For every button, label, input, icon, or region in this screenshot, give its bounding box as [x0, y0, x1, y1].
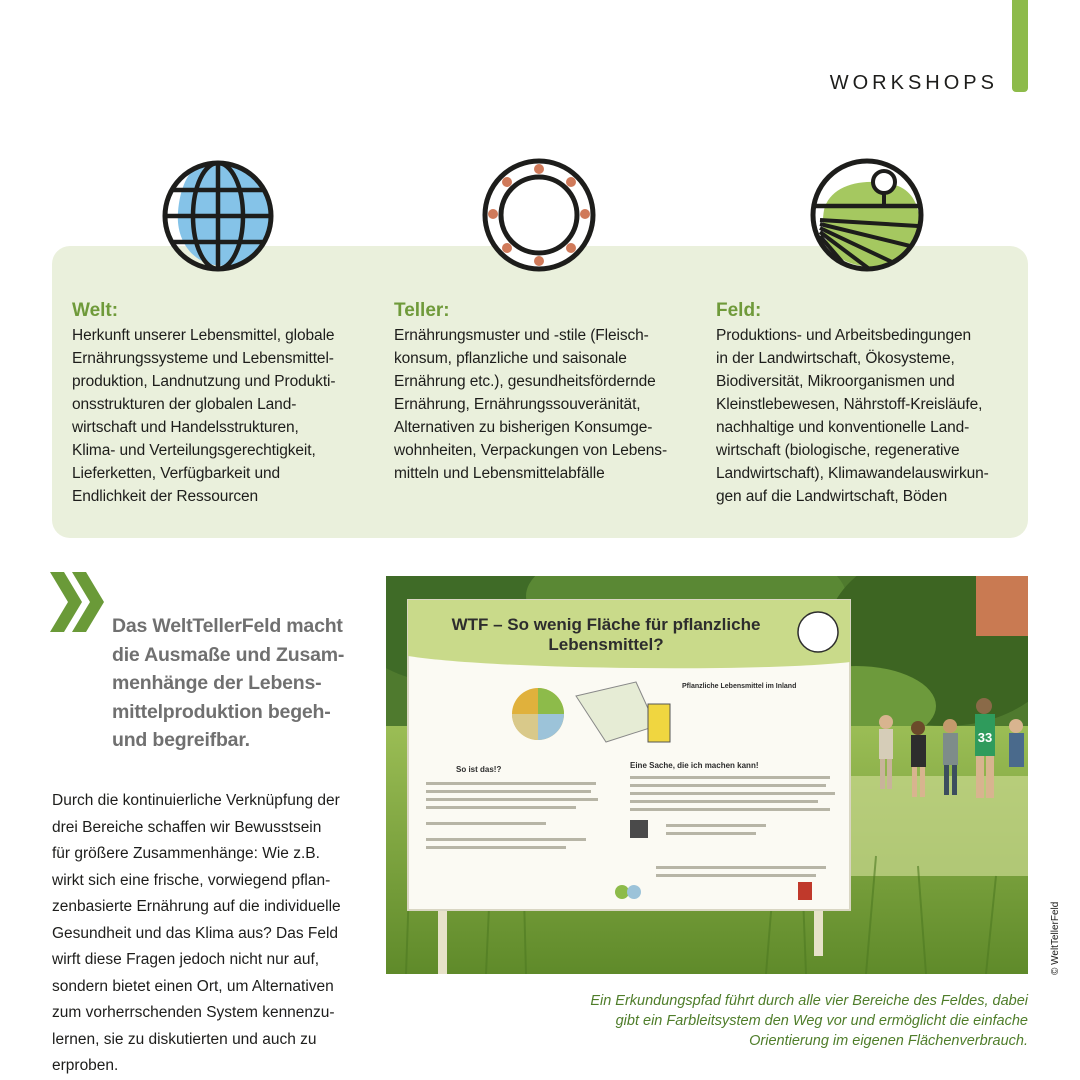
svg-text:So ist das!?: So ist das!?: [456, 765, 502, 774]
topic-title: Teller:: [394, 300, 450, 321]
topic-teller: [394, 300, 694, 485]
photo-credit: © WeltTellerFeld: [1050, 901, 1061, 975]
topic-welt: [72, 300, 372, 508]
svg-text:Pflanzliche Lebensmittel im In: Pflanzliche Lebensmittel im Inland: [682, 683, 797, 690]
svg-text:WTF – So wenig Fläche für pfla: WTF – So wenig Fläche für pflanzliche: [451, 615, 761, 634]
plate-icon: [478, 154, 600, 276]
body-paragraph: Durch die kontinuierliche Verknüpfung der drei Bereiche schaffen wir Bewusstsein für größere Zusammenhänge: Wie z.B. wirkt sich eine frische, vorwiegend pflan- zenbasierte Ernährung auf die individuelle Gesundheit und das Klima aus? Das Feld wirft diese Fragen jedoch nicht nur auf, sondern bietet einen Ort, um Alternativen zum vorherrschenden System kennenzu- lernen, sie zu diskutierten und auch zu erproben.: [52, 792, 341, 1074]
svg-text:33: 33: [977, 730, 993, 745]
topic-text: Ernährungsmuster und -stile (Fleisch- konsum, pflanzliche und saisonale Ernährung etc.), gesundheitsfördernde Ernährung, Ernährungssouveränität, Alternativen zu bisherigen Konsumge- wohnheiten, Verpackungen von Lebens- mitteln und Lebensmittelabfälle: [394, 327, 668, 482]
double-chevron-icon: [50, 572, 106, 632]
topic-title: Feld:: [716, 300, 762, 321]
globe-icon: [158, 154, 280, 276]
topic-text: Produktions- und Arbeitsbedingungen in der Landwirtschaft, Ökosysteme, Biodiversität, Mikroorganismen und Kleinstlebewesen, Nährstoff-Kreisläufe, nachhaltige und konventionelle Land- wirtschaft (biologische, regenerative Landwirtschaft), Klimawandelauswirkun- gen auf die Landwirtschaft, Böden: [716, 327, 989, 505]
section-label: WORKSHOPS: [829, 72, 998, 94]
topic-feld: [716, 300, 1016, 508]
accent-bar: [1012, 0, 1028, 92]
topic-title: Welt:: [72, 300, 119, 321]
svg-text:Eine Sache, die ich machen kan: Eine Sache, die ich machen kann!: [630, 761, 759, 770]
field-icon: [806, 154, 928, 276]
pull-quote: Das WeltTellerFeld macht die Ausmaße und Zusam- menhänge der Lebens- mittelproduktion begeh- und begreifbar.: [112, 615, 345, 751]
photo-caption: Ein Erkundungspfad führt durch alle vier Bereiche des Feldes, dabei gibt ein Farbleitsystem den Weg vor und ermöglicht die einfache Orientierung im eigenen Flächenverbrauch.: [590, 993, 1028, 1049]
topic-text: Herkunft unserer Lebensmittel, globale Ernährungssysteme und Lebensmittel- produktion, Landnutzung und Produkti- onsstrukturen der globalen Land- wirtschaft und Handelsstrukturen, Klima- und Verteilungsgerechtigkeit, Lieferketten, Verfügbarkeit und Endlichkeit der Ressourcen: [72, 327, 336, 505]
svg-text:Lebensmittel?: Lebensmittel?: [548, 635, 664, 654]
field-sign-photo: [386, 576, 1028, 974]
